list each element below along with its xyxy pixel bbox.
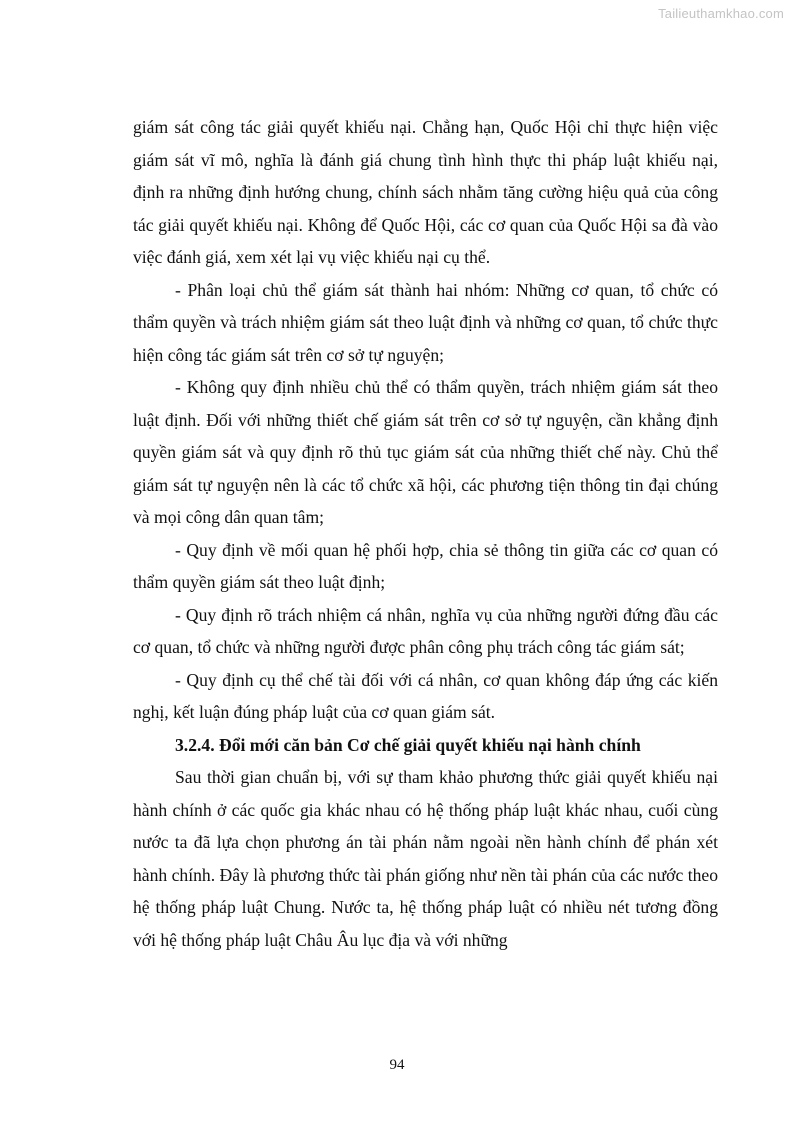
document-body bbox=[133, 111, 718, 956]
paragraph-bullet-coordination: - Quy định về mối quan hệ phối hợp, chia sẻ thông tin giữa các cơ quan có thẩm quyền giám sát theo luật định; bbox=[133, 539, 718, 592]
paragraph-bullet-classify-subjects: - Phân loại chủ thể giám sát thành hai nhóm: Những cơ quan, tổ chức có thẩm quyền và trách nhiệm giám sát theo luật định và những cơ quan, tổ chức thực hiện công tác giám sát trên cơ sở tự nguyện; bbox=[133, 279, 718, 365]
page-number: 94 bbox=[389, 1057, 405, 1073]
watermark-text: Tailieuthamkhao.com bbox=[658, 6, 784, 21]
paragraph-bullet-responsibility: - Quy định rõ trách nhiệm cá nhân, nghĩa vụ của những người đứng đầu các cơ quan, tổ chức và những người được phân công phụ trách công tác giám sát; bbox=[133, 604, 718, 657]
section-heading: 3.2.4. Đổi mới căn bản Cơ chế giải quyết khiếu nại hành chính bbox=[175, 734, 641, 755]
paragraph-bullet-limit-subjects: - Không quy định nhiều chủ thể có thẩm quyền, trách nhiệm giám sát theo luật định. Đối với những thiết chế giám sát trên cơ sở tự nguyện, cần khẳng định quyền giám sát và quy định rõ thủ tục giám sát của những thiết chế này. Chủ thể giám sát tự nguyện nên là các tổ chức xã hội, các phương tiện thông tin đại chúng và mọi công dân quan tâm; bbox=[133, 377, 718, 527]
paragraph-section-intro: Sau thời gian chuẩn bị, với sự tham khảo phương thức giải quyết khiếu nại hành chính ở các quốc gia khác nhau có hệ thống pháp luật khác nhau, cuối cùng nước ta đã lựa chọn phương án tài phán nằm ngoài nền hành chính để phán xét hành chính. Đây là phương thức tài phán giống như nền tài phán của các nước theo hệ thống pháp luật Chung. Nước ta, hệ thống pháp luật có nhiều nét tương đồng với hệ thống pháp luật Châu Âu lục địa và với những bbox=[133, 767, 718, 950]
paragraph-bullet-sanctions: - Quy định cụ thể chế tài đối với cá nhân, cơ quan không đáp ứng các kiến nghị, kết luận đúng pháp luật của cơ quan giám sát. bbox=[133, 669, 718, 722]
paragraph-continuation: giám sát công tác giải quyết khiếu nại. Chẳng hạn, Quốc Hội chỉ thực hiện việc giám sát vĩ mô, nghĩa là đánh giá chung tình hình thực thi pháp luật khiếu nại, định ra những định hướng chung, chính sách nhằm tăng cường hiệu quả của công tác giải quyết khiếu nại. Không để Quốc Hội, các cơ quan của Quốc Hội sa đà vào việc đánh giá, xem xét lại vụ việc khiếu nại cụ thể. bbox=[133, 117, 718, 267]
